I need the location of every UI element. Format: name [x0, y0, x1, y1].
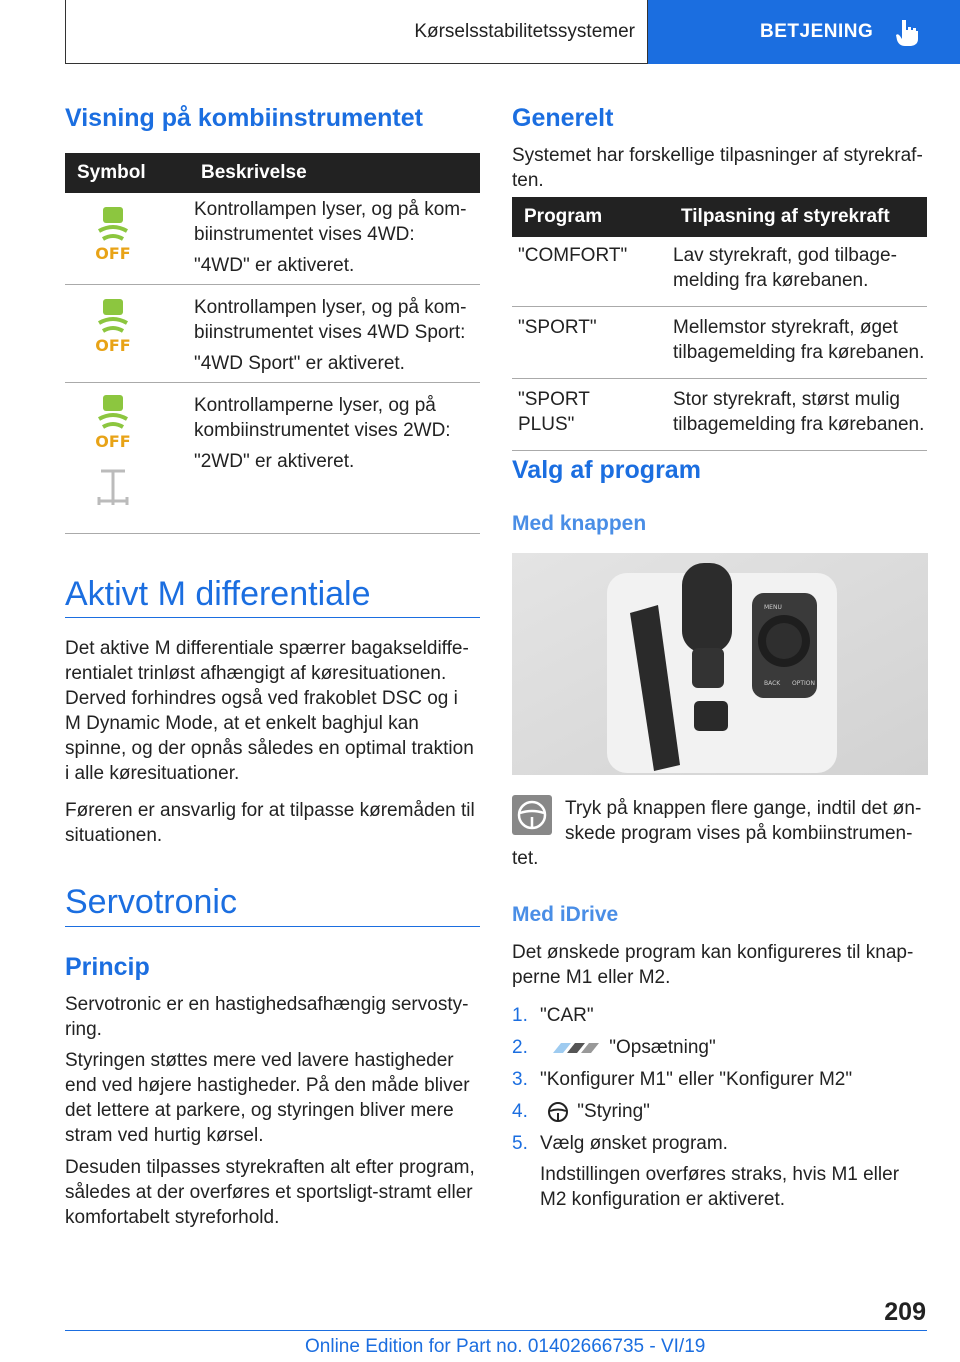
- visning-heading: Visning på kombiinstrumentet: [65, 104, 423, 132]
- row-text: Kontrollampen lyser, og på kom-: [194, 297, 467, 318]
- generelt-paragraph: Systemet har forskellige tilpasninger af styrekraf- ten.: [512, 145, 923, 191]
- princip-paragraph-3: Desuden tilpasses styrekraften alt efter program, således at der overføres et sportsligt-stramt eller komfortabelt styreforhold.: [65, 1157, 475, 1228]
- footer-divider: [65, 1330, 927, 1331]
- table-row: [512, 307, 927, 379]
- 4wd-sport-off-warning-icon: [83, 295, 143, 355]
- 4wd-off-warning-icon: [83, 203, 143, 263]
- princip-paragraph-1: Servotronic er en hastighedsafhængig servosty- ring.: [65, 994, 469, 1040]
- table-row: [65, 285, 480, 383]
- list-item: 3. "Konfigurer M1" eller "Konfigurer M2": [512, 1069, 853, 1090]
- program-name: "SPORT: [518, 389, 590, 410]
- tryk-text-end: tet.: [512, 848, 539, 869]
- med-knappen-heading: Med knappen: [512, 512, 647, 535]
- steps-list: [512, 1003, 932, 1212]
- row-text: biinstrumentet vises 4WD Sport:: [194, 322, 466, 343]
- program-name: PLUS": [518, 414, 575, 435]
- description-col-header: Beskrivelse: [189, 153, 480, 193]
- table-row: [512, 379, 927, 451]
- table-row: [65, 383, 480, 534]
- divider: [65, 926, 480, 927]
- divider: [65, 617, 480, 618]
- amd-paragraph-2: Føreren er ansvarlig for at tilpasse køremåden til situationen.: [65, 800, 475, 846]
- steering-wheel-icon: [547, 1101, 569, 1123]
- header-chapter: [648, 0, 960, 64]
- list-item: 4. "Styring": [512, 1101, 650, 1122]
- princip-paragraph-2: Styringen støttes mere ved lavere hastigheder end ved højere hastigheder. På den måde bliver det lettere at parkere, og styringen bliver mere stram ved hurtig kørsel.: [65, 1050, 470, 1146]
- list-item: 2. "Opsætning": [512, 1037, 716, 1058]
- m-stripes-icon: [547, 1041, 603, 1055]
- princip-heading: Princip: [65, 953, 150, 981]
- row-text: "4WD Sport" er aktiveret.: [194, 353, 405, 374]
- row-text: Lav styrekraft, god tilbage-: [673, 245, 897, 266]
- servotronic-heading: Servotronic: [65, 883, 237, 921]
- list-item: 1. "CAR": [512, 1005, 594, 1026]
- header-section: [65, 0, 648, 64]
- adjustment-col-header: Tilpasning af styrekraft: [669, 197, 927, 237]
- row-text: Mellemstor styrekraft, øget: [673, 317, 898, 338]
- amd-heading: Aktivt M differentiale: [65, 575, 371, 613]
- svg-text:OFF: OFF: [95, 244, 131, 263]
- amd-paragraph-1: Det aktive M differentiale spærrer bagakseldiffe- rentialet trinløst afhængigt af køresituationen. Derved forhindres også ved frakoblet DSC og i M Dynamic Mode, at et enkelt baghjul kan spinne, og der opnås således en optimal traktion i alle køresituationer.: [65, 638, 474, 784]
- row-text: biinstrumentet vises 4WD:: [194, 224, 415, 245]
- svg-text:OPTION: OPTION: [792, 680, 815, 687]
- svg-text:OFF: OFF: [95, 336, 131, 355]
- row-text: Stor styrekraft, størst mulig: [673, 389, 900, 410]
- row-text: tilbagemelding fra kørebanen.: [673, 414, 925, 435]
- row-text: "4WD" er aktiveret.: [194, 255, 355, 276]
- tryk-text: Tryk på knappen flere gange, indtil det øn- skede program vises på kombiinstrumen-: [565, 798, 922, 844]
- page-number: 209: [884, 1298, 926, 1326]
- svg-text:MENU: MENU: [764, 604, 782, 611]
- idrive-paragraph: Det ønskede program kan konfigureres til knap- perne M1 eller M2.: [512, 942, 914, 988]
- step5-note: Indstillingen overføres straks, hvis M1 eller M2 konfiguration er aktiveret.: [540, 1164, 900, 1210]
- med-idrive-heading: Med iDrive: [512, 903, 619, 926]
- list-item: 5. Vælg ønsket program.: [512, 1133, 728, 1154]
- generelt-heading: Generelt: [512, 104, 614, 132]
- symbol-table: [65, 153, 480, 534]
- row-text: melding fra kørebanen.: [673, 270, 869, 291]
- hand-pointer-icon: [895, 18, 921, 46]
- row-text: Kontrollampen lyser, og på kom-: [194, 199, 467, 220]
- table-row: [512, 237, 927, 307]
- row-text: tilbagemelding fra kørebanen.: [673, 342, 925, 363]
- header-chapter-title: BETJENING: [760, 21, 874, 42]
- drivetrain-icon: [93, 467, 133, 511]
- footer-edition: Online Edition for Part no. 01402666735 - VI/19: [305, 1336, 706, 1357]
- svg-text:BACK: BACK: [764, 680, 781, 687]
- center-console-photo: [512, 553, 928, 775]
- valg-heading: Valg af program: [512, 456, 701, 484]
- program-col-header: Program: [512, 197, 669, 237]
- row-text: "2WD" er aktiveret.: [194, 451, 355, 472]
- row-text: Kontrollamperne lyser, og på: [194, 395, 436, 416]
- table-row: [65, 193, 480, 285]
- program-name: "SPORT": [518, 317, 597, 338]
- program-table: [512, 197, 927, 451]
- svg-text:OFF: OFF: [95, 432, 131, 451]
- row-text: kombiinstrumentet vises 2WD:: [194, 420, 451, 441]
- driving-experience-button-icon: [512, 795, 552, 835]
- symbol-col-header: Symbol: [65, 153, 189, 193]
- 2wd-off-warning-icon: [83, 391, 143, 451]
- program-name: "COMFORT": [518, 245, 628, 266]
- header-section-title: Kørselsstabilitetssystemer: [414, 20, 635, 42]
